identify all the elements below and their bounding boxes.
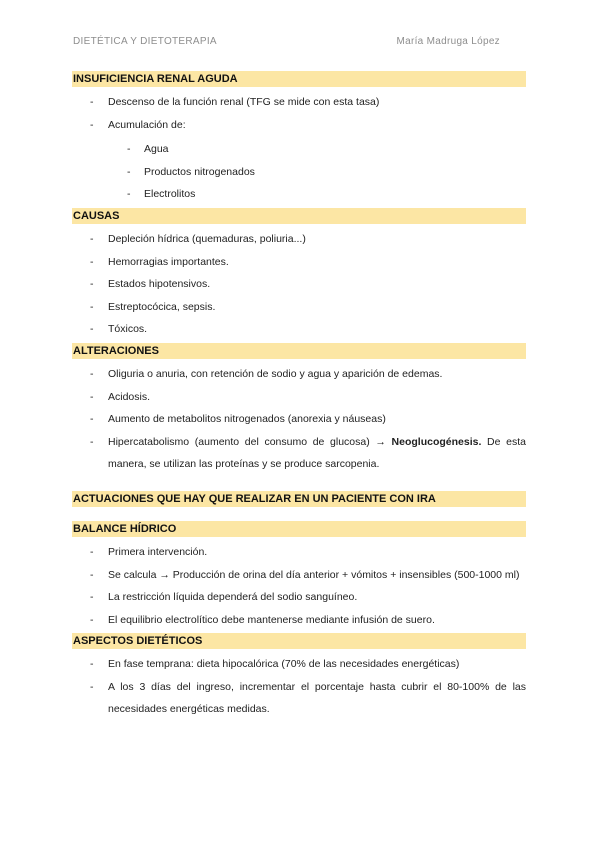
- ira-sublist: [72, 138, 526, 206]
- section-heading-balance: BALANCE HÍDRICO: [72, 521, 526, 537]
- page-header: [73, 36, 500, 47]
- section-heading-dieteticos: ASPECTOS DIETÉTICOS: [72, 633, 526, 649]
- list-item: - Se calcula → Producción de orina del día anterior + vómitos + insensibles (500-1000 ml): [72, 564, 526, 587]
- section-heading-actuaciones: ACTUACIONES QUE HAY QUE REALIZAR EN UN PACIENTE CON IRA: [72, 491, 526, 507]
- list-item: - Acumulación de:: [72, 114, 526, 137]
- ira-list: [72, 91, 526, 136]
- list-item: - Descenso de la función renal (TFG se mide con esta tasa): [72, 91, 526, 114]
- balance-list: [72, 541, 526, 631]
- list-item: - Oliguria o anuria, con retención de sodio y agua y aparición de edemas.: [72, 363, 526, 386]
- item-bold-term: Neoglucogénesis.: [391, 435, 482, 448]
- list-item: - Depleción hídrica (quemaduras, poliuria...): [72, 228, 526, 251]
- alteraciones-list: [72, 363, 526, 476]
- item-text: De esta manera, se utilizan las proteínas y se produce sarcopenia.: [108, 435, 526, 471]
- list-item: - Acidosis.: [72, 386, 526, 409]
- list-item: [72, 431, 526, 476]
- list-item: - A los 3 días del ingreso, incrementar el porcentaje hasta cubrir el 80-100% de las necesidades energéticas medidas.: [72, 676, 526, 721]
- item-text: Hipercatabolismo (aumento del consumo de glucosa) →: [108, 435, 392, 448]
- list-item: - En fase temprana: dieta hipocalórica (70% de las necesidades energéticas): [72, 653, 526, 676]
- section-heading-alteraciones: ALTERACIONES: [72, 343, 526, 359]
- sub-list-item: - Electrolitos: [72, 183, 526, 206]
- list-item: - Primera intervención.: [72, 541, 526, 564]
- sub-list-item: - Productos nitrogenados: [72, 161, 526, 184]
- list-item: - La restricción líquida dependerá del sodio sanguíneo.: [72, 586, 526, 609]
- dieteticos-list: [72, 653, 526, 721]
- section-heading-ira: INSUFICIENCIA RENAL AGUDA: [72, 71, 526, 87]
- list-item: - Hemorragias importantes.: [72, 251, 526, 274]
- header-author: María Madruga López: [396, 36, 500, 47]
- document-body: [72, 71, 526, 723]
- sub-list-item: - Agua: [72, 138, 526, 161]
- section-heading-causas: CAUSAS: [72, 208, 526, 224]
- causas-list: [72, 228, 526, 341]
- list-item: - Estreptocócica, sepsis.: [72, 296, 526, 319]
- list-item: - Tóxicos.: [72, 318, 526, 341]
- list-item: - El equilibrio electrolítico debe mantenerse mediante infusión de suero.: [72, 609, 526, 632]
- header-subject: DIETÉTICA Y DIETOTERAPIA: [73, 36, 217, 47]
- list-item: - Aumento de metabolitos nitrogenados (anorexia y náuseas): [72, 408, 526, 431]
- list-item: - Estados hipotensivos.: [72, 273, 526, 296]
